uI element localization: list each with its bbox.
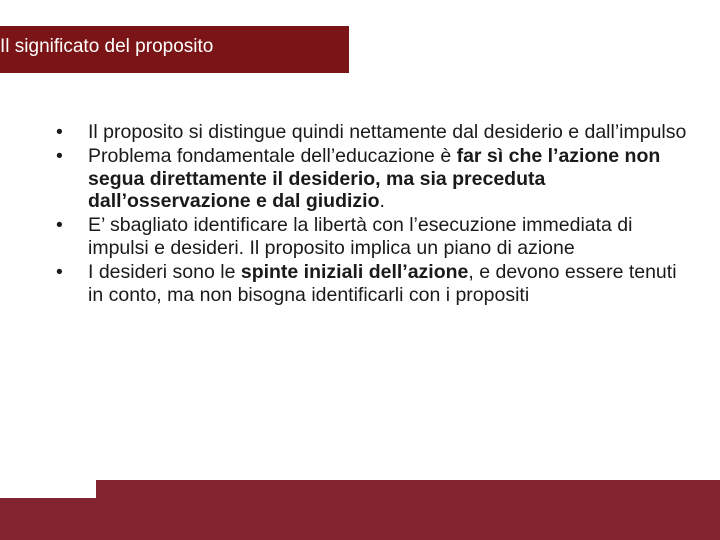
bullet-item xyxy=(56,261,696,306)
bullet-emphasis: spinte iniziali dell’azione xyxy=(240,261,469,284)
footer-notch xyxy=(0,480,96,498)
bullet-item xyxy=(56,214,696,259)
bullet-text: Il proposito si distingue quindi nettamente dal desiderio e dall’impulso xyxy=(88,121,687,143)
bullet-marker: • xyxy=(56,214,63,237)
bullet-text: . xyxy=(379,190,385,213)
bullet-list xyxy=(56,121,696,308)
bullet-text: , e devono essere tenuti in conto, ma non bisogna identificarli con i propositi xyxy=(88,261,677,306)
bullet-text: E’ sbagliato identificare la libertà con l’esecuzione immediata di impulsi e desideri. Il proposito implica un piano di azione xyxy=(88,214,633,259)
bullet-marker: • xyxy=(56,145,63,168)
bullet-item xyxy=(56,121,696,144)
slide-title: Il significato del proposito xyxy=(0,36,214,57)
bullet-marker: • xyxy=(56,261,63,284)
bullet-emphasis: far sì che l’azione non segua direttamente il desiderio, ma sia preceduta dall’osservazione e dal giudizio xyxy=(88,145,661,213)
bullet-marker: • xyxy=(56,121,63,143)
bullet-text: I desideri sono le xyxy=(88,261,241,284)
footer-band xyxy=(0,480,720,540)
bullet-text: Problema fondamentale dell’educazione è xyxy=(88,145,457,168)
bullet-item xyxy=(56,145,696,213)
